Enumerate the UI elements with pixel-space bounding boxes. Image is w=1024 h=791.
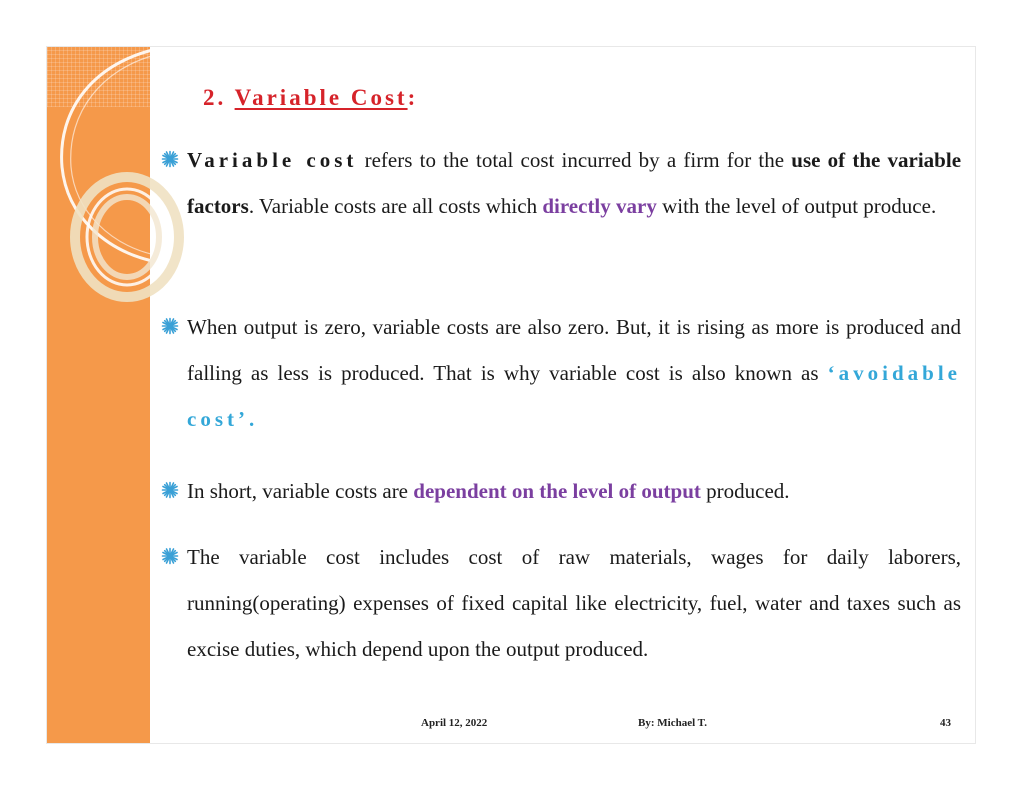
bullet-2	[187, 304, 961, 442]
bullet-1-text-b: . Variable costs are all costs which	[248, 194, 543, 218]
bullet-4	[187, 534, 961, 672]
asterisk-bullet-icon	[161, 547, 179, 565]
bullet-3	[187, 468, 961, 514]
title-colon: :	[407, 85, 419, 110]
slide	[46, 46, 976, 744]
term-directly-vary: directly vary	[542, 194, 657, 218]
asterisk-bullet-icon	[161, 481, 179, 499]
asterisk-bullet-icon	[161, 317, 179, 335]
asterisk-bullet-icon	[161, 150, 179, 168]
term-dependent-on-output: dependent on the level of output	[413, 479, 701, 503]
term-avoidable-cost: ‘avoidable cost’.	[187, 361, 961, 431]
term-variable-cost: Variable cost	[187, 148, 358, 172]
bullet-1	[187, 137, 961, 229]
bullet-1-text-a: refers to the total cost incurred by a firm for the	[357, 148, 792, 172]
bullet-3-text-b: produced.	[700, 479, 790, 503]
bullet-1-text-c: with the level of output produce.	[656, 194, 937, 218]
bullet-2-text: When output is zero, variable costs are also zero. But, it is rising as more is produced and falling as less is produced. That is why variable cost is also known as	[187, 315, 961, 385]
bullet-4-text: The variable cost includes cost of raw materials, wages for daily laborers, running(operating) expenses of fixed capital like electricity, fuel, water and taxes such as excise duties, which depend upon the output produced.	[187, 545, 961, 661]
term-variable-factors: use of the variable factors	[187, 148, 962, 218]
footer-author: By: Michael T.	[638, 717, 707, 729]
bullet-3-text-a: In short, variable costs are	[187, 479, 414, 503]
page-number: 43	[940, 717, 951, 729]
title-number: 2.	[203, 85, 235, 110]
title-text: Variable Cost	[234, 85, 408, 110]
slide-title	[203, 85, 418, 111]
footer-date: April 12, 2022	[421, 717, 488, 729]
